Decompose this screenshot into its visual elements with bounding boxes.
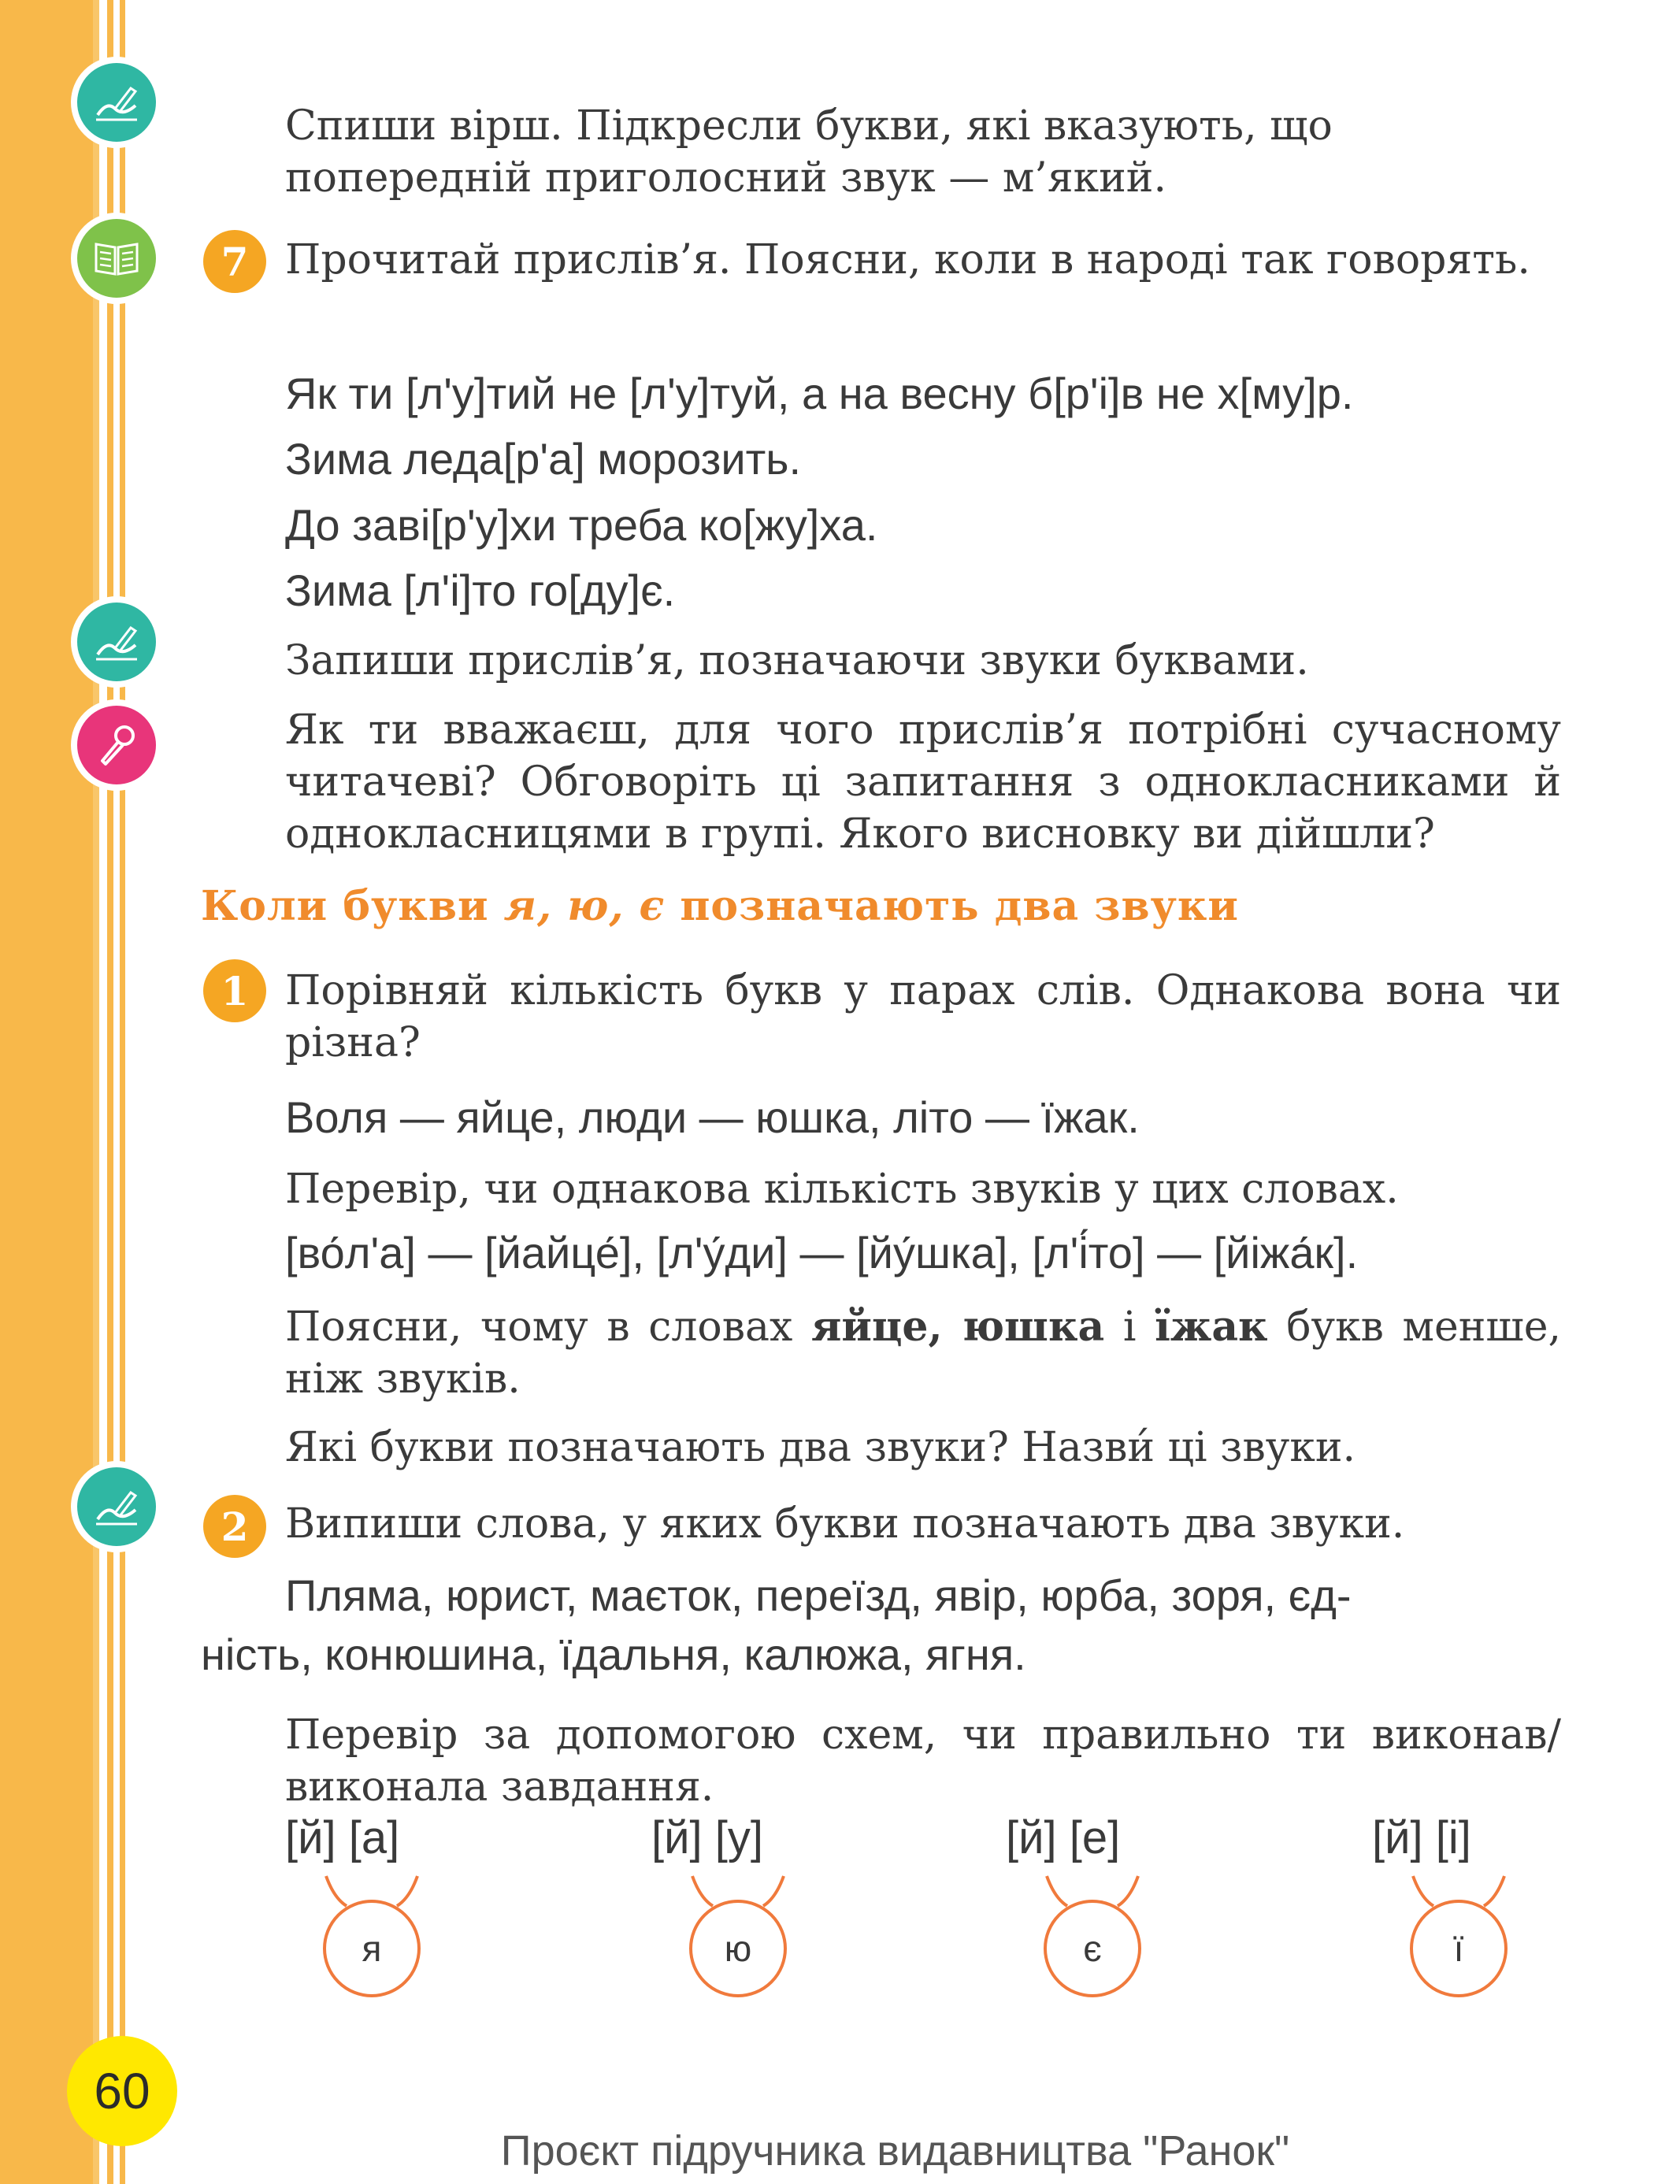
write-task: Запиши прислів’я, позначаючи звуки буквами.	[285, 637, 1309, 684]
margin-stripe	[120, 0, 125, 2184]
check-task: Перевір, чи однакова кількість звуків у цих словах.	[285, 1166, 1399, 1213]
proverb: Як ти [л'у]тий не [л'у]туй, а на весну б[р'і]в не х[му]р.	[285, 369, 1354, 418]
proverb: Зима леда[р'а] морозить.	[285, 434, 802, 484]
microphone-icon	[71, 699, 162, 791]
book-icon	[71, 213, 162, 304]
scheme-letter: ї	[1453, 1928, 1464, 1969]
word-pairs: Воля — яйце, люди — юшка, літо — їжак.	[285, 1092, 1140, 1142]
question: Які букви позначають два звуки? Назви́ ці звуки.	[285, 1424, 1356, 1471]
margin-stripe	[99, 0, 107, 2184]
sound-scheme	[1372, 1811, 1632, 2000]
scheme-letter: ю	[724, 1928, 752, 1969]
sound-scheme	[651, 1811, 911, 2000]
word-list-line: ність, конюшина, їдальня, калюжа, ягня.	[201, 1630, 1026, 1679]
word-list-line: Пляма, юрист, маєток, переїзд, явір, юрба, зоря, єд-	[285, 1570, 1352, 1620]
transcription: [во́л'а] — [йайце́], [л'у́ди] — [йу́шка], [л'і́то] — [йіжа́к].	[285, 1228, 1359, 1277]
task-number-badge: 7	[203, 230, 266, 293]
task-number-badge: 1	[203, 959, 266, 1022]
scheme-letter: я	[362, 1928, 382, 1969]
write-icon	[71, 596, 162, 688]
discussion-task: Як ти вважаєш, для чого прислів’я потрібні сучасному читачеві? Обговоріть ці запитання з однокласниками й однокласницями в групі. Якого висновку ви дійшли?	[285, 706, 1561, 858]
sound-scheme	[285, 1811, 545, 2000]
task-number-badge: 2	[203, 1495, 266, 1558]
explain-words: яйце, юшка	[810, 1303, 1105, 1351]
scheme-sounds: [й] [і]	[1372, 1812, 1471, 1863]
proverb: Зима [л'і]то го[ду]є.	[285, 565, 676, 615]
margin-stripe	[107, 0, 113, 2184]
write-icon	[71, 57, 162, 148]
scheme-sounds: [й] [у]	[651, 1812, 763, 1863]
explain-text: і	[1122, 1303, 1137, 1351]
intro-task	[285, 100, 1561, 204]
sound-scheme	[1006, 1811, 1266, 2000]
write-icon	[71, 1461, 162, 1552]
margin-stripe	[113, 0, 120, 2184]
scheme-sounds: [й] [е]	[1006, 1812, 1121, 1863]
margin-stripe	[93, 0, 99, 2184]
intro-line-2: попередній приголосний звук — м’який.	[285, 154, 1166, 202]
margin-strip	[0, 0, 93, 2184]
proverb: До заві[р'у]хи треба ко[жу]ха.	[285, 500, 878, 550]
explain-task	[285, 1301, 1561, 1405]
explain-text: букв менше, ніж звуків.	[285, 1303, 1562, 1403]
scheme-letter: є	[1083, 1928, 1102, 1969]
intro-line-1: Спиши вірш. Підкресли букви, які вказують, що	[285, 102, 1333, 150]
section-heading	[201, 882, 1239, 930]
task2-instruction: Випиши слова, у яких букви позначають два звуки.	[285, 1500, 1405, 1548]
heading-letters: я, ю, є	[503, 882, 666, 930]
footer: Проєкт підручника видавництва "Ранок"	[500, 2127, 1290, 2175]
check-scheme-task: Перевір за допомогою схем, чи правильно ти виконав/ виконала завдання.	[285, 1711, 1561, 1811]
explain-text: Поясни, чому в словах	[285, 1303, 793, 1351]
page-number: 60	[67, 2036, 177, 2146]
task1-instruction: Порівняй кількість букв у парах слів. Однакова вона чи різна?	[285, 967, 1561, 1066]
explain-words: їжак	[1155, 1303, 1268, 1351]
scheme-sounds: [й] [а]	[285, 1812, 400, 1863]
heading-text: Коли букви	[201, 882, 489, 930]
heading-text: позначають два звуки	[680, 882, 1239, 930]
task7-instruction: Прочитай прислів’я. Поясни, коли в народі так говорять.	[285, 236, 1530, 284]
